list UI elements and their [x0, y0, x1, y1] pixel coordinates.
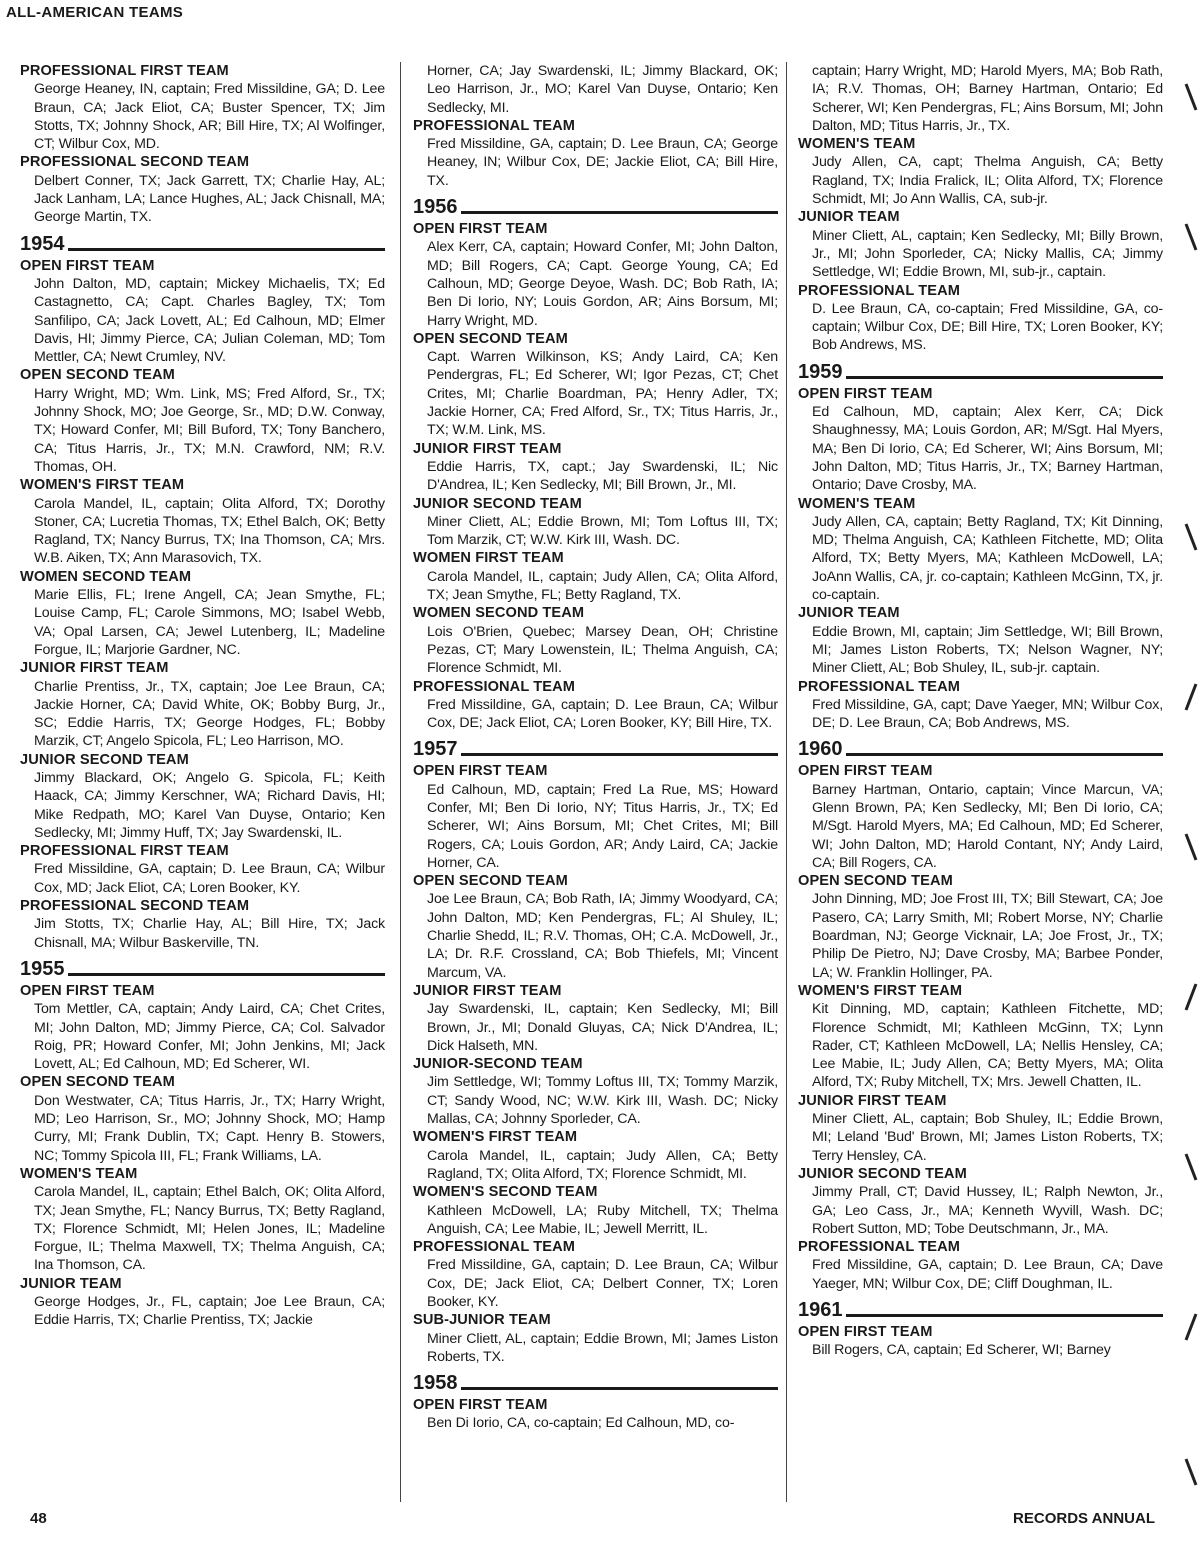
column-divider	[400, 62, 401, 1502]
team-heading: WOMEN'S FIRST TEAM	[413, 1129, 578, 1146]
edge-scan-mark	[1182, 680, 1200, 720]
year-label: 1959	[798, 360, 843, 383]
year-heading	[413, 196, 778, 218]
running-head: ALL-AMERICAN TEAMS	[6, 4, 184, 21]
team-roster: Ed Calhoun, MD, captain; Fred La Rue, MS; Howard Confer, MI; Ben Di Iorio, NY; Titus Harris, Jr., TX; Ed Scherer, WI; Ains Borsum, MI; Chet Crites, MI; Bill Rogers, CA; Louis Gordon, AR; Andy Laird, CA; Jackie Horner, CA.	[427, 781, 778, 871]
team-roster: Bill Rogers, CA, captain; Ed Scherer, WI; Barney	[812, 1342, 1111, 1359]
team-roster: captain; Harry Wright, MD; Harold Myers, MA; Bob Rath, IA; R.V. Thomas, OH; Barney Hartman, Ontario; Ed Scherer, WI; Ken Pendergras, FL; Ains Borsum, MI; John Dalton, MD; Titus Harris, Jr., TX.	[812, 63, 1163, 134]
team-roster: Jimmy Blackard, OK; Angelo G. Spicola, FL; Keith Haack, CA; Jimmy Kerschner, WA; Richard Davis, HI; Mike Redpath, MO; Karel Van Duyse, Ontario; Ken Sedlecky, MI; Jimmy Huff, TX; Jay Swardenski, IL.	[34, 769, 385, 841]
year-rule	[68, 973, 386, 976]
year-label: 1960	[798, 738, 843, 761]
column-1	[20, 62, 385, 1330]
team-roster: Eddie Harris, TX, capt.; Jay Swardenski, IL; Nic D'Andrea, IL; Ken Sedlecky, MI; Bill Brown, Jr., MI.	[427, 458, 778, 494]
team-heading: WOMEN'S TEAM	[798, 136, 916, 153]
team-roster: Miner Cliett, AL; Eddie Brown, MI; Tom Loftus III, TX; Tom Marzik, CT; W.W. Kirk III, Wash. DC.	[427, 513, 778, 549]
team-roster: Jimmy Prall, CT; David Hussey, IL; Ralph Newton, Jr., GA; Leo Cass, Jr., MA; Kenneth Wyvill, Wash. DC; Robert Sutton, MD; Tobe Deutschmann, Jr., MA.	[812, 1184, 1163, 1237]
team-heading: WOMEN SECOND TEAM	[413, 605, 585, 622]
team-heading: JUNIOR SECOND TEAM	[413, 495, 582, 512]
year-heading	[413, 1372, 778, 1394]
year-rule	[846, 376, 1164, 379]
team-roster: Joe Lee Braun, CA; Bob Rath, IA; Jimmy Woodyard, CA; John Dalton, MD; Ken Pendergras, FL; Al Shuley, IL; Charlie Shedd, IL; R.V. Thomas, OH; C.A. McDowell, Jr., LA; Dr. R.F. Crossland, CA; Bob Thiefels, MI; Vincent Marcum, VA.	[427, 891, 778, 981]
team-roster: John Dinning, MD; Joe Frost III, TX; Bill Stewart, CA; Joe Pasero, CA; Larry Smith, MI; Robert Morse, NY; Charlie Boardman, NJ; George Vicknair, LA; Joe Frost, Jr., TX; Philip De Pietro, NJ; Dave Crosby, MA; Barbee Ponder, LA; W. Franklin Hollinger, PA.	[812, 891, 1163, 981]
team-heading: JUNIOR FIRST TEAM	[20, 660, 169, 677]
team-roster: D. Lee Braun, CA, co-captain; Fred Missildine, GA, co-captain; Wilbur Cox, DE; Bill Hire, TX; Loren Booker, KY; Bob Andrews, MS.	[812, 300, 1163, 354]
year-label: 1958	[413, 1372, 458, 1395]
edge-scan-mark	[1182, 220, 1200, 260]
team-roster: Ben Di Iorio, CA, co-captain; Ed Calhoun, MD, co-	[427, 1415, 735, 1432]
team-roster: Carola Mandel, IL, captain; Ethel Balch, OK; Olita Alford, TX; Jean Smythe, FL; Nancy Burrus, TX; Betty Ragland, TX; Florence Schmidt, MI; Helen Jones, IL; Madeline Forgue, IL; Thelma Maxwell, TX; Thelma Anguish, CA; Ina Thomson, CA.	[34, 1184, 385, 1274]
year-rule	[461, 211, 779, 214]
year-rule	[461, 753, 779, 756]
column-2	[413, 62, 778, 1433]
team-heading: PROFESSIONAL FIRST TEAM	[20, 843, 229, 860]
team-heading: OPEN FIRST TEAM	[20, 982, 155, 999]
team-roster: John Dalton, MD, captain; Mickey Michaelis, TX; Ed Castagnetto, CA; Capt. Charles Bagley, TX; Tom Sanfilipo, CA; Jack Lovett, AL; Ed Calhoun, MD; Elmer Davis, HI; Jimmy Pierce, CA; Julian Coleman, MD; Tom Mettler, CA; Newt Crumley, NV.	[34, 275, 385, 366]
team-roster: Carola Mandel, IL, captain; Judy Allen, CA; Betty Ragland, TX; Olita Alford, TX; Florence Schmidt, MI.	[427, 1147, 778, 1182]
team-heading: PROFESSIONAL TEAM	[798, 1239, 960, 1256]
year-rule	[846, 753, 1164, 756]
year-rule	[68, 248, 386, 251]
year-rule	[461, 1387, 779, 1390]
team-heading: WOMEN'S FIRST TEAM	[20, 477, 185, 494]
team-roster: Fred Missildine, GA, captain; D. Lee Braun, CA; Wilbur Cox, DE; Jack Eliot, CA; Loren Booker, KY; Bill Hire, TX.	[427, 696, 778, 732]
team-heading: OPEN FIRST TEAM	[798, 763, 933, 780]
edge-scan-mark	[1182, 520, 1200, 560]
team-roster: Jim Settledge, WI; Tommy Loftus III, TX; Tommy Marzik, CT; Sandy Wood, NC; W.W. Kirk III, Wash. DC; Nicky Mallas, CA; Johnny Sporleder, CA.	[427, 1074, 778, 1128]
team-roster: Don Westwater, CA; Titus Harris, Jr., TX; Harry Wright, MD; Leo Harrison, Sr., MO; Johnny Shock, MO; Hamp Curry, MI; Frank Dublin, TX; Capt. Henry B. Stowers, NC; Tommy Spicola III, FL; Frank Williams, LA.	[34, 1092, 385, 1164]
team-heading: SUB-JUNIOR TEAM	[413, 1312, 551, 1329]
team-heading: PROFESSIONAL TEAM	[798, 678, 960, 695]
team-roster: Miner Cliett, AL, captain; Ken Sedlecky, MI; Billy Brown, Jr., MI; John Sporleder, CA; Nicky Mallis, CA; Jimmy Settledge, WI; Eddie Brown, MI, sub-jr., captain.	[812, 227, 1163, 281]
year-heading	[413, 738, 778, 760]
edge-scan-mark	[1182, 1455, 1200, 1495]
year-rule	[846, 1314, 1164, 1317]
team-roster: Ed Calhoun, MD, captain; Alex Kerr, CA; Dick Shaughnessy, MA; Louis Gordon, AR; M/Sgt. Hal Myers, MA; Ben Di Iorio, CA; Ed Scherer, WI; Ains Borsum, MI; John Dalton, MD; Titus Harris, Jr., TX; Barney Hartman, Ontario; Dave Crosby, MA.	[812, 404, 1163, 494]
team-roster: Harry Wright, MD; Wm. Link, MS; Fred Alford, Sr., TX; Johnny Shock, MO; Joe George, Sr., MD; D.W. Conway, TX; Howard Confer, MI; Bill Buford, TX; Tony Banchero, CA; Titus Harris, Jr., TX; M.N. Crawford, NM; R.V. Thomas, OH.	[34, 385, 385, 475]
team-roster: Judy Allen, CA, captain; Betty Ragland, TX; Kit Dinning, MD; Thelma Anguish, CA; Kathleen Fitchette, MD; Olita Alford, TX; Betty Myers, MA; Kathleen McDowell, LA; JoAnn Wallis, CA, jr. co-captain; Kathleen McGinn, TX, jr. co-captain.	[812, 513, 1163, 604]
team-roster: Fred Missildine, GA, captain; D. Lee Braun, CA; Wilbur Cox, MD; Jack Eliot, CA; Loren Booker, KY.	[34, 861, 385, 896]
team-heading: OPEN FIRST TEAM	[413, 221, 548, 238]
team-heading: OPEN FIRST TEAM	[798, 1324, 933, 1340]
edge-scan-mark	[1182, 80, 1200, 120]
year-heading	[798, 1299, 1163, 1321]
team-roster: Capt. Warren Wilkinson, KS; Andy Laird, CA; Ken Pendergras, FL; Ed Scherer, WI; Igor Pezas, CT; Chet Crites, MI; Charlie Boardman, PA; Henry Adler, TX; Jackie Horner, CA; Fred Alford, Sr., TX; Titus Harris, Jr., TX; W.M. Link, MS.	[427, 349, 778, 439]
team-heading: WOMEN'S TEAM	[798, 495, 916, 512]
team-roster: Judy Allen, CA, capt; Thelma Anguish, CA; Betty Ragland, TX; India Fralick, IL; Olita Alford, TX; Florence Schmidt, MI; Jo Ann Wallis, CA, sub-jr.	[812, 154, 1163, 208]
team-heading: OPEN FIRST TEAM	[20, 257, 155, 274]
team-heading: JUNIOR-SECOND TEAM	[413, 1056, 583, 1073]
team-heading: OPEN FIRST TEAM	[798, 385, 933, 402]
team-heading: JUNIOR TEAM	[798, 209, 900, 226]
team-heading: JUNIOR FIRST TEAM	[413, 440, 562, 457]
team-heading: JUNIOR FIRST TEAM	[798, 1092, 947, 1109]
team-heading: OPEN SECOND TEAM	[20, 1074, 175, 1091]
team-roster: Fred Missildine, GA, captain; D. Lee Braun, CA; Dave Yaeger, MN; Wilbur Cox, DE; Cliff Doughman, IL.	[812, 1257, 1163, 1292]
team-heading: OPEN SECOND TEAM	[798, 873, 953, 890]
team-roster: Miner Cliett, AL, captain; Eddie Brown, MI; James Liston Roberts, TX.	[427, 1330, 778, 1365]
edge-scan-mark	[1182, 830, 1200, 870]
team-roster: Fred Missildine, GA, captain; D. Lee Braun, CA; Wilbur Cox, DE; Jack Eliot, CA; Delbert Conner, TX; Loren Booker, KY.	[427, 1257, 778, 1310]
team-heading: PROFESSIONAL SECOND TEAM	[20, 154, 250, 171]
team-heading: JUNIOR FIRST TEAM	[413, 982, 562, 999]
edge-scan-mark	[1182, 1150, 1200, 1190]
year-heading	[20, 233, 385, 255]
team-roster: Lois O'Brien, Quebec; Marsey Dean, OH; Christine Pezas, CT; Mary Lowenstein, IL; Thelma Anguish, CA; Florence Schmidt, MI.	[427, 623, 778, 677]
team-roster: Carola Mandel, IL, captain; Olita Alford, TX; Dorothy Stoner, CA; Lucretia Thomas, TX; Ethel Balch, OK; Betty Ragland, TX; Nancy Burrus, TX; Ina Thomson, CA; Mrs. W.B. Aiken, TX; Ann Marasovich, TX.	[34, 495, 385, 567]
year-heading	[798, 361, 1163, 383]
team-roster: Alex Kerr, CA, captain; Howard Confer, MI; John Dalton, MD; Bill Rogers, CA; Capt. George Young, CA; Ed Calhoun, MD; George Deyoe, Wash. DC; Bob Rath, IA; Ben Di Iorio, NY; Louis Gordon, AR; Ains Borsum, MI; Harry Wright, MD.	[427, 239, 778, 329]
team-roster: Horner, CA; Jay Swardenski, IL; Jimmy Blackard, OK; Leo Harrison, Jr., MO; Karel Van Duyse, Ontario; Ken Sedlecky, MI.	[427, 63, 778, 116]
team-heading: OPEN FIRST TEAM	[413, 1397, 548, 1414]
team-heading: OPEN FIRST TEAM	[413, 763, 548, 780]
team-heading: WOMEN FIRST TEAM	[413, 550, 564, 567]
column-divider	[786, 62, 787, 1502]
year-label: 1956	[413, 196, 458, 219]
team-roster: Charlie Prentiss, Jr., TX, captain; Joe Lee Braun, CA; Jackie Horner, CA; David White, OK; Bobby Burg, Jr., SC; Eddie Harris, TX; George Hodges, FL; Bobby Marzik, CT; Angelo Spicola, FL; Leo Harrison, MO.	[34, 678, 385, 750]
team-heading: OPEN SECOND TEAM	[413, 330, 568, 347]
team-heading: JUNIOR TEAM	[20, 1275, 122, 1292]
team-heading: JUNIOR SECOND TEAM	[798, 1165, 967, 1182]
team-roster: Kathleen McDowell, LA; Ruby Mitchell, TX; Thelma Anguish, CA; Lee Mabie, IL; Jewell Merritt, IL.	[427, 1202, 778, 1237]
team-heading: OPEN SECOND TEAM	[413, 873, 568, 890]
team-heading: JUNIOR TEAM	[798, 605, 900, 622]
team-roster: Jim Stotts, TX; Charlie Hay, AL; Bill Hire, TX; Jack Chisnall, MA; Wilbur Baskerville, TN.	[34, 916, 385, 951]
year-heading	[20, 958, 385, 980]
team-roster: Carola Mandel, IL, captain; Judy Allen, CA; Olita Alford, TX; Jean Smythe, FL; Betty Ragland, TX.	[427, 568, 778, 604]
team-roster: Fred Missildine, GA, capt; Dave Yaeger, MN; Wilbur Cox, DE; D. Lee Braun, CA; Bob Andrews, MS.	[812, 696, 1163, 732]
team-roster: Tom Mettler, CA, captain; Andy Laird, CA; Chet Crites, MI; John Dalton, MD; Jimmy Pierce, CA; Col. Salvador Roig, PR; Howard Confer, MI; John Jenkins, MI; Jack Lovett, AL; Ed Calhoun, MD; Ed Scherer, WI.	[34, 1001, 385, 1073]
team-heading: WOMEN SECOND TEAM	[20, 568, 192, 585]
team-heading: PROFESSIONAL FIRST TEAM	[20, 63, 229, 79]
team-roster: Delbert Conner, TX; Jack Garrett, TX; Charlie Hay, AL; Jack Lanham, LA; Lance Hughes, AL; Jack Chisnall, MA; George Martin, TX.	[34, 172, 385, 226]
year-heading	[798, 738, 1163, 760]
team-roster: Eddie Brown, MI, captain; Jim Settledge, WI; Bill Brown, MI; James Liston Roberts, TX; Nelson Wagner, NY; Miner Cliett, AL; Bob Shuley, IL, sub-jr. captain.	[812, 623, 1163, 677]
team-heading: OPEN SECOND TEAM	[20, 367, 175, 384]
page-number: 48	[30, 1510, 47, 1527]
team-heading: PROFESSIONAL TEAM	[798, 282, 960, 299]
team-heading: WOMEN'S TEAM	[20, 1165, 138, 1182]
team-roster: Fred Missildine, GA, captain; D. Lee Braun, CA; George Heaney, IN; Wilbur Cox, DE; Jackie Eliot, CA; Bill Hire, TX.	[427, 136, 778, 189]
team-heading: WOMEN'S SECOND TEAM	[413, 1184, 598, 1201]
year-label: 1957	[413, 738, 458, 761]
column-3	[798, 62, 1163, 1360]
year-label: 1955	[20, 957, 65, 980]
team-roster: Jay Swardenski, IL, captain; Ken Sedlecky, MI; Bill Brown, Jr., MI; Donald Gluyas, CA; Nick D'Andrea, IL; Dick Halseth, MN.	[427, 1001, 778, 1054]
team-heading: JUNIOR SECOND TEAM	[20, 751, 189, 768]
team-heading: PROFESSIONAL SECOND TEAM	[20, 898, 250, 915]
publication-name: RECORDS ANNUAL	[1013, 1510, 1155, 1527]
edge-scan-mark	[1182, 1310, 1200, 1350]
year-label: 1961	[798, 1299, 843, 1321]
year-label: 1954	[20, 232, 65, 255]
team-roster: George Heaney, IN, captain; Fred Missildine, GA; D. Lee Braun, CA; Jack Eliot, CA; Buster Spencer, TX; Jim Stotts, TX; Johnny Shock, AR; Bill Hire, TX; Al Wolfinger, CT; Wilbur Cox, MD.	[34, 81, 385, 153]
team-heading: PROFESSIONAL TEAM	[413, 1239, 575, 1256]
team-roster: Marie Ellis, FL; Irene Angell, CA; Jean Smythe, FL; Louise Camp, FL; Carole Simmons, MO; Isabel Webb, VA; Opal Larsen, CA; Jewel Lutenberg, IL; Madeline Forgue, IL; Marjorie Gardner, NC.	[34, 587, 385, 658]
team-heading: WOMEN'S FIRST TEAM	[798, 982, 963, 999]
team-roster: Miner Cliett, AL, captain; Bob Shuley, IL; Eddie Brown, MI; Leland 'Bud' Brown, MI; James Liston Roberts, TX; Terry Hensley, CA.	[812, 1111, 1163, 1164]
team-heading: PROFESSIONAL TEAM	[413, 117, 575, 134]
team-roster: Barney Hartman, Ontario, captain; Vince Marcun, VA; Glenn Brown, PA; Ken Sedlecky, MI; Ben Di Iorio, CA; M/Sgt. Harold Myers, MA; Ed Calhoun, MD; Ed Scherer, WI; John Dalton, MD; Harold Contant, NY; Andy Laird, CA; Bill Rogers, CA.	[812, 781, 1163, 871]
team-heading: PROFESSIONAL TEAM	[413, 678, 575, 695]
team-roster: George Hodges, Jr., FL, captain; Joe Lee Braun, CA; Eddie Harris, TX; Charlie Prentiss, TX; Jackie	[34, 1294, 385, 1329]
team-roster: Kit Dinning, MD, captain; Kathleen Fitchette, MD; Florence Schmidt, MI; Kathleen McGinn, TX; Lynn Rader, CT; Kathleen McDowell, LA; Nellis Hensley, CA; Lee Mabie, IL; Judy Allen, CA; Betty Myers, MA; Olita Alford, TX; Ruby Mitchell, TX; Mrs. Jewell Chatten, IL.	[812, 1001, 1163, 1091]
edge-scan-mark	[1182, 980, 1200, 1020]
